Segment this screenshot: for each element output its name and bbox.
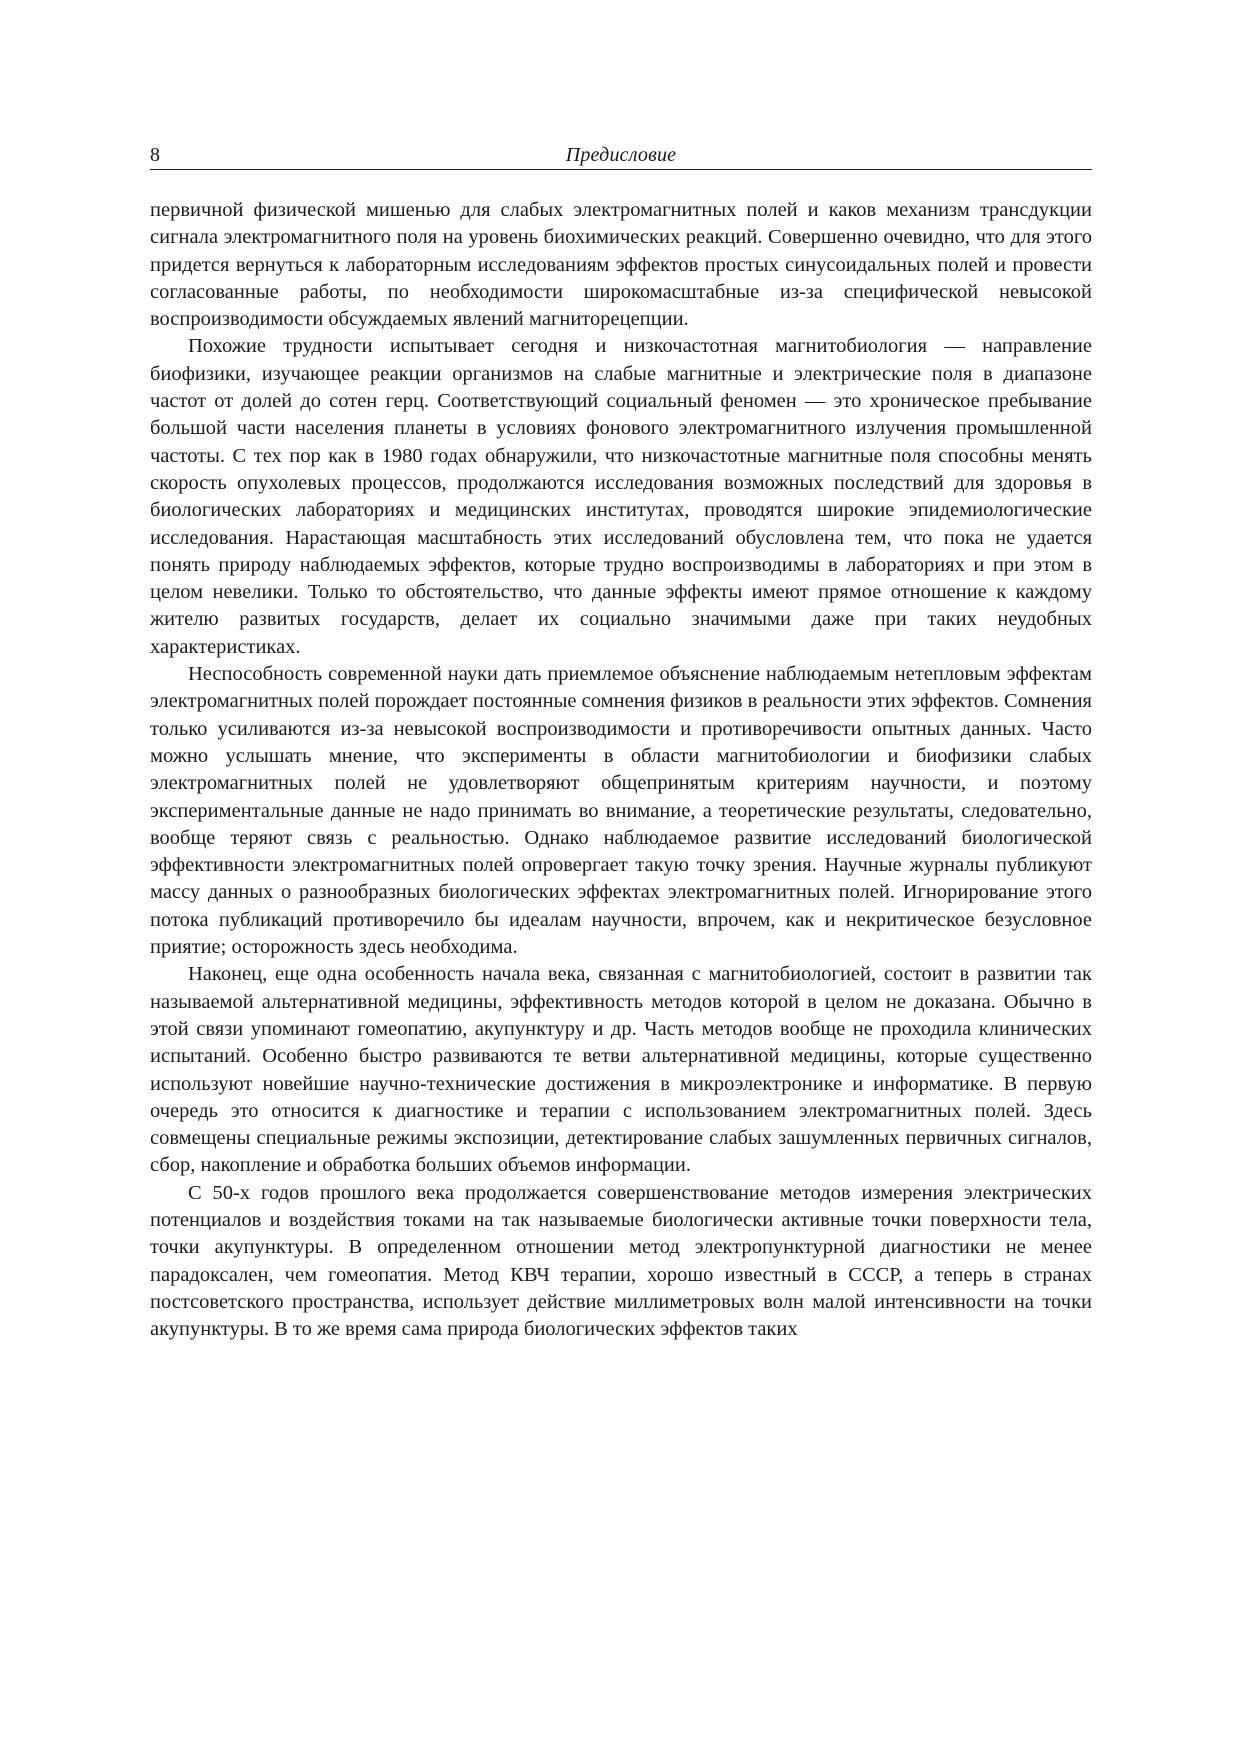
- paragraph-5: С 50-х годов прошлого века продолжается совершенствование методов измерения электрических потенциалов и воздействия токами на так называемые биологически активные точки поверхности тела, точки акупунктуры. В определенном отношении метод электропунктурной диагностики не менее парадоксален, чем гомеопатия. Метод КВЧ терапии, хорошо известный в СССР, а теперь в странах постсоветского пространства, использует действие миллиметровых волн малой интенсивности на точки акупунктуры. В то же время сама природа биологических эффектов таких: [150, 1181, 1092, 1341]
- page-number: 8: [150, 144, 160, 166]
- paragraph-4: Наконец, еще одна особенность начала века, связанная с магнитобиологией, состоит в развитии так называемой альтернативной медицины, эффективность методов которой в целом не доказана. Обычно в этой связи упоминают гомеопатию, акупунктуру и др. Часть методов вообще не проходила клинических испытаний. Особенно быстро развиваются те ветви альтернативной медицины, которые существенно используют новейшие научно-технические достижения в микроэлектронике и информатике. В первую очередь это относится к диагностике и терапии с использованием электромагнитных полей. Здесь совмещены специальные режимы экспозиции, детектирование слабых зашумленных первичных сигналов, сбор, накопление и обработка больших объемов информации.: [150, 963, 1092, 1177]
- body-text: [150, 197, 1092, 1343]
- paragraph-1: первичной физической мишенью для слабых электромагнитных полей и каков механизм трансдукции сигнала электромагнитного поля на уровень биохимических реакций. Совершенно очевидно, что для этого придется вернуться к лабораторным исследованиям эффектов простых синусоидальных полей и провести согласованные работы, по необходимости широкомасштабные из-за специфической невысокой воспроизводимости обсуждаемых явлений магниторецепции.: [150, 199, 1092, 331]
- running-title: Предисловие: [565, 144, 677, 166]
- page-header: [150, 143, 1092, 170]
- paragraph-3: Неспособность современной науки дать приемлемое объяснение наблюдаемым нетепловым эффектам электромагнитных полей порождает постоянные сомнения физиков в реальности этих эффектов. Сомнения только усиливаются из-за невысокой воспроизводимости и противоречивости опытных данных. Часто можно услышать мнение, что эксперименты в области магнитобиологии и биофизики слабых электромагнитных полей не удовлетворяют общепринятым критериям научности, и поэтому экспериментальные данные не надо принимать во внимание, а теоретические результаты, следовательно, вообще теряют связь с реальностью. Однако наблюдаемое развитие исследований биологической эффективности электромагнитных полей опровергает такую точку зрения. Научные журналы публикуют массу данных о разнообразных биологических эффектах электромагнитных полей. Игнорирование этого потока публикаций противоречило бы идеалам научности, впрочем, как и некритическое безусловное приятие; осторожность здесь необходима.: [150, 663, 1092, 959]
- paragraph-2: Похожие трудности испытывает сегодня и низкочастотная магнитобиология — направление биофизики, изучающее реакции организмов на слабые магнитные и электрические поля в диапазоне частот от долей до сотен герц. Соответствующий социальный феномен — это хроническое пребывание большой части населения планеты в условиях фонового электромагнитного излучения промышленной частоты. С тех пор как в 1980 годах обнаружили, что низкочастотные магнитные поля способны менять скорость опухолевых процессов, продолжаются исследования возможных последствий для здоровья в биологических лабораториях и медицинских институтах, проводятся широкие эпидемиологические исследования. Нарастающая масштабность этих исследований обусловлена тем, что пока не удается понять природу наблюдаемых эффектов, которые трудно воспроизводимы в лабораториях и при этом в целом невелики. Только то обстоятельство, что данные эффекты имеют прямое отношение к каждому жителю развитых государств, делает их социально значимыми даже при таких неудобных характеристиках.: [150, 335, 1092, 658]
